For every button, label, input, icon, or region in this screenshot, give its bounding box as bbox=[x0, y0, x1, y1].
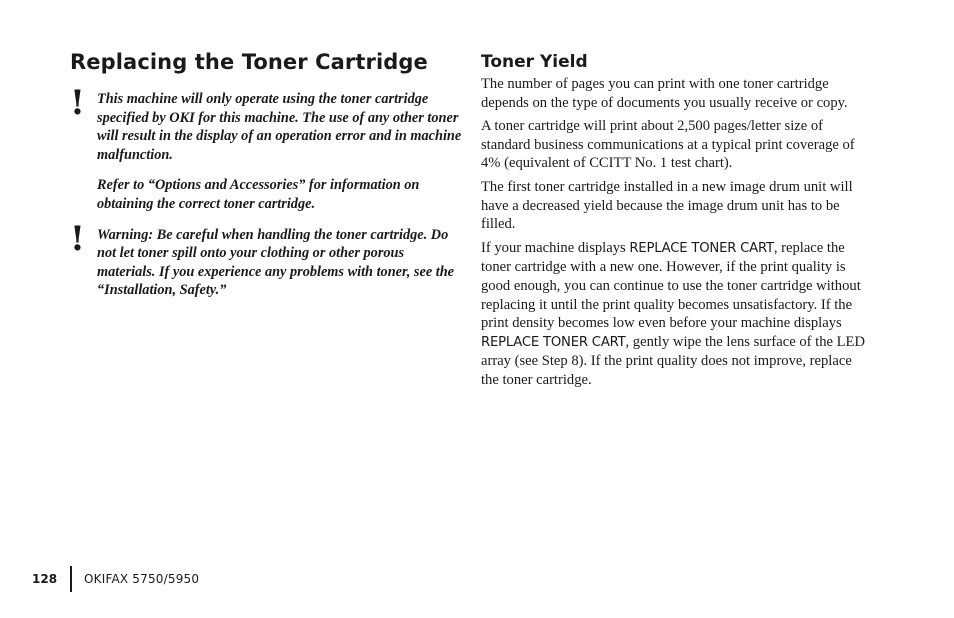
warning-text: Warning: Be careful when handling the toner cartridge. Do not let toner spill onto your clothing or other porous materials. If you experience any problems with toner, see the “Installation, Safety.” bbox=[97, 226, 455, 299]
display-message: REPLACE TONER CART bbox=[481, 334, 626, 350]
paragraph-first-cartridge: The first toner cartridge installed in a new image drum unit will have a decreased yield because the image drum unit has to be filled. bbox=[481, 178, 853, 233]
product-name: OKIFAX 5750/5950 bbox=[84, 572, 200, 586]
paragraph-pages-per-cartridge: The number of pages you can print with one toner cartridge depends on the type of documents you usually receive or copy. bbox=[481, 76, 848, 111]
caution-note-warning bbox=[70, 218, 462, 300]
exclamation-icon: ! bbox=[70, 83, 85, 123]
footer-divider bbox=[70, 566, 72, 592]
right-column bbox=[481, 52, 873, 395]
caution-text: This machine will only operate using the toner cartridge specified by OKI for this machine. The use of any other toner will result in the display of an operation error and in machine malfunction. bbox=[97, 91, 462, 163]
page-number: 128 bbox=[32, 572, 58, 586]
section-title: Toner Yield bbox=[481, 52, 588, 72]
exclamation-icon: ! bbox=[70, 218, 85, 259]
display-message: REPLACE TONER CART bbox=[629, 240, 774, 256]
text-run: , gently wipe the lens surface of the LED array (see Step 8). If the print quality does not improve, replace the toner cartridge. bbox=[481, 333, 865, 388]
paragraph-yield-estimate: A toner cartridge will print about 2,500 pages/letter size of standard business communications at a typical print coverage of 4% (equivalent of CCITT No. 1 test chart). bbox=[481, 118, 855, 172]
caution-note-toner-spec bbox=[70, 83, 462, 214]
left-column bbox=[70, 50, 462, 312]
text-run: , replace the toner cartridge with a new one. However, if the print quality is good enough, you can continue to use the toner cartridge without replacing it until the print quality becomes unsatisfactory. If the print density becomes low even before your machine displays bbox=[481, 239, 861, 332]
page-title: Replacing the Toner Cartridge bbox=[70, 50, 428, 74]
caution-text-reference: Refer to “Options and Accessories” for information on obtaining the correct toner cartridge. bbox=[97, 177, 420, 212]
paragraph-replace-message bbox=[481, 239, 873, 390]
text-run: If your machine displays bbox=[481, 239, 630, 256]
